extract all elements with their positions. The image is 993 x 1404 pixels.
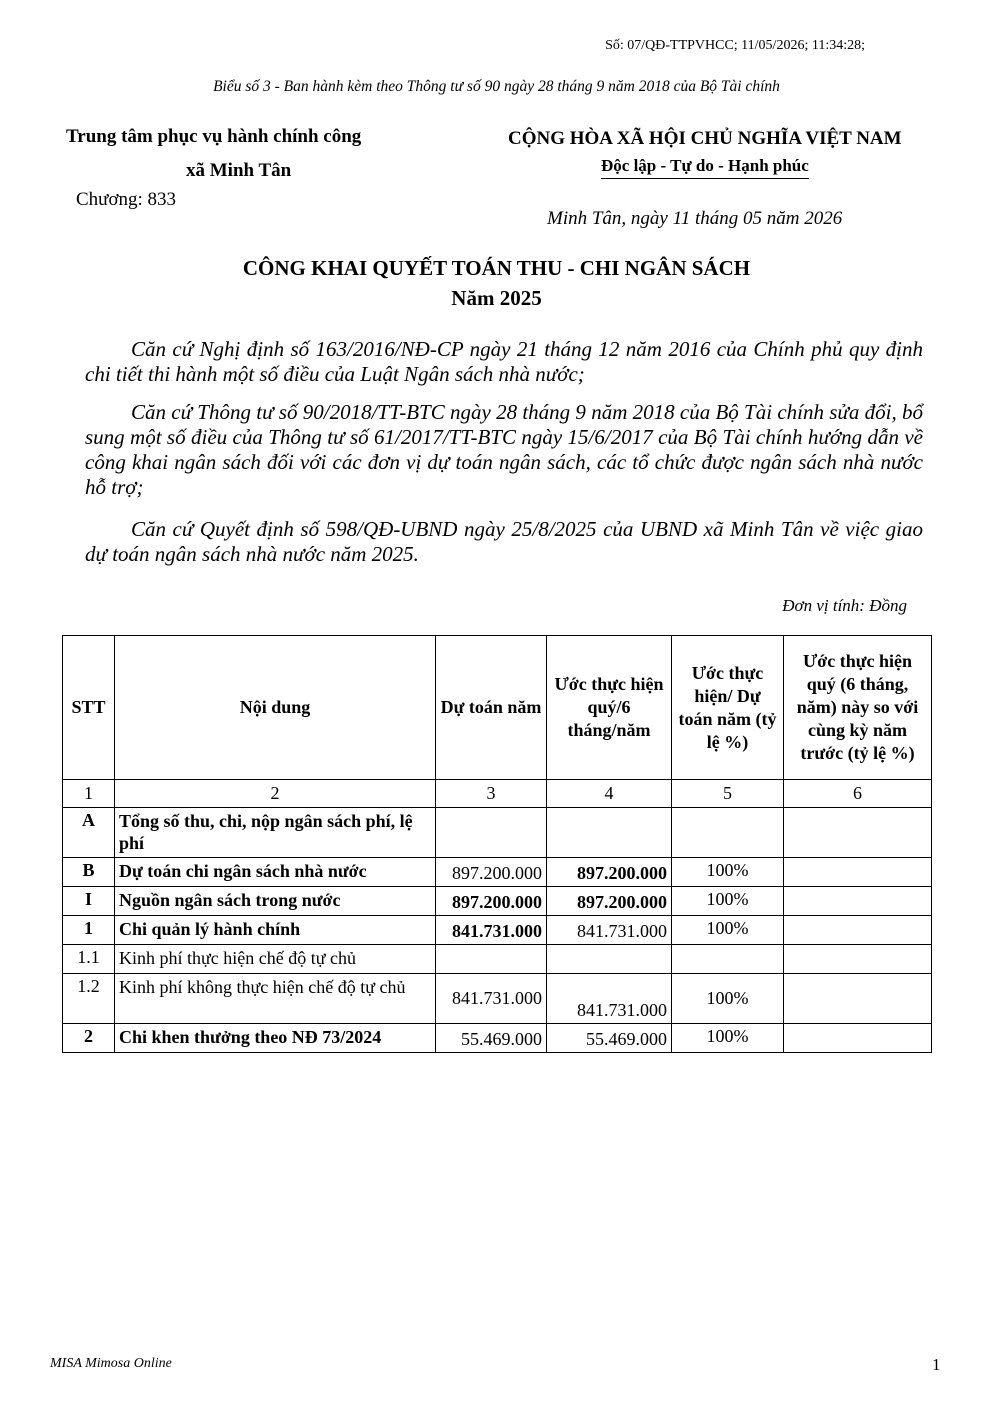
- row-stt: 1.2: [63, 974, 115, 1024]
- column-header-content: Nội dung: [115, 636, 436, 780]
- row-budget: 841.731.000: [436, 974, 547, 1024]
- organization-name: Trung tâm phục vụ hành chính công: [66, 126, 362, 147]
- row-stt: 2: [63, 1024, 115, 1053]
- column-number: 3: [436, 780, 547, 808]
- row-content: Kinh phí không thực hiện chế độ tự chủ: [115, 974, 436, 1024]
- legal-basis-paragraph: Căn cứ Nghị định số 163/2016/NĐ-CP ngày 21 tháng 12 năm 2016 của Chính phủ quy định chi tiết thi hành một số điều của Luật Ngân sách nhà nước;: [85, 337, 923, 386]
- row-budget: 55.469.000: [436, 1024, 547, 1053]
- row-content: Chi khen thưởng theo NĐ 73/2024: [115, 1024, 436, 1053]
- row-yoy: [784, 945, 932, 974]
- footer-software-name: MISA Mimosa Online: [50, 1356, 172, 1371]
- row-yoy: [784, 1024, 932, 1053]
- table-row: [63, 808, 932, 858]
- table-row: [63, 945, 932, 974]
- row-content: Tổng số thu, chi, nộp ngân sách phí, lệ phí: [115, 808, 436, 858]
- row-budget: [436, 808, 547, 858]
- column-number: 4: [547, 780, 672, 808]
- column-number: 6: [784, 780, 932, 808]
- row-stt: 1: [63, 916, 115, 945]
- column-number: 5: [672, 780, 784, 808]
- row-estimate: [547, 945, 672, 974]
- table-header-row: [63, 636, 932, 780]
- nation-name: CỘNG HÒA XÃ HỘI CHỦ NGHĨA VIỆT NAM: [508, 128, 902, 149]
- column-number: 1: [63, 780, 115, 808]
- legal-basis-paragraph: Căn cứ Thông tư số 90/2018/TT-BTC ngày 28 tháng 9 năm 2018 của Bộ Tài chính sửa đổi, bổ sung một số điều của Thông tư số 61/2017/TT-BTC ngày 15/6/2017 của Bộ Tài chính hướng dẫn về công khai ngân sách đối với các đơn vị dự toán ngân sách, các tổ chức được ngân sách nhà nước hỗ trợ;: [85, 400, 923, 499]
- row-yoy: [784, 974, 932, 1024]
- row-budget: 841.731.000: [436, 916, 547, 945]
- row-estimate: 841.731.000: [547, 916, 672, 945]
- unit-note: Đơn vị tính: Đồng: [782, 596, 907, 615]
- row-ratio: 100%: [672, 974, 784, 1024]
- row-estimate: 897.200.000: [547, 858, 672, 887]
- document-number: Số: 07/QĐ-TTPVHCC; 11/05/2026; 11:34:28;: [605, 38, 865, 53]
- table-row: [63, 858, 932, 887]
- budget-report-table: [62, 635, 932, 1053]
- place-and-date: Minh Tân, ngày 11 tháng 05 năm 2026: [547, 208, 843, 229]
- page-number: 1: [932, 1355, 941, 1374]
- row-yoy: [784, 808, 932, 858]
- column-number: 2: [115, 780, 436, 808]
- row-stt: I: [63, 887, 115, 916]
- row-budget: 897.200.000: [436, 887, 547, 916]
- row-content: Dự toán chi ngân sách nhà nước: [115, 858, 436, 887]
- budget-chapter: Chương: 833: [76, 189, 177, 210]
- organization-commune: xã Minh Tân: [186, 160, 292, 181]
- page-title: CÔNG KHAI QUYẾT TOÁN THU - CHI NGÂN SÁCH: [242, 256, 751, 280]
- row-budget: [436, 945, 547, 974]
- column-header-estimate: Ước thực hiện quý/6 tháng/năm: [547, 636, 672, 780]
- column-number-row: [63, 780, 932, 808]
- nation-motto: Độc lập - Tự do - Hạnh phúc: [601, 156, 809, 179]
- row-content: Kinh phí thực hiện chế độ tự chủ: [115, 945, 436, 974]
- row-ratio: 100%: [672, 1024, 784, 1053]
- row-content: Chi quản lý hành chính: [115, 916, 436, 945]
- row-estimate: [547, 808, 672, 858]
- table-row: [63, 974, 932, 1024]
- column-header-ratio: Ước thực hiện/ Dự toán năm (tỷ lệ %): [672, 636, 784, 780]
- report-year: Năm 2025: [451, 286, 542, 310]
- row-stt: B: [63, 858, 115, 887]
- table-row: [63, 1024, 932, 1053]
- legal-basis-paragraph: Căn cứ Quyết định số 598/QĐ-UBND ngày 25/8/2025 của UBND xã Minh Tân về việc giao dự toán ngân sách nhà nước năm 2025.: [85, 517, 923, 566]
- row-yoy: [784, 916, 932, 945]
- row-ratio: [672, 808, 784, 858]
- row-content: Nguồn ngân sách trong nước: [115, 887, 436, 916]
- table-row: [63, 916, 932, 945]
- row-budget: 897.200.000: [436, 858, 547, 887]
- row-estimate: 841.731.000: [547, 974, 672, 1024]
- row-ratio: 100%: [672, 887, 784, 916]
- table-row: [63, 887, 932, 916]
- row-ratio: 100%: [672, 858, 784, 887]
- row-stt: 1.1: [63, 945, 115, 974]
- row-estimate: 55.469.000: [547, 1024, 672, 1053]
- column-header-yoy: Ước thực hiện quý (6 tháng, năm) này so với cùng kỳ năm trước (tỷ lệ %): [784, 636, 932, 780]
- row-ratio: [672, 945, 784, 974]
- row-yoy: [784, 858, 932, 887]
- column-header-stt: STT: [63, 636, 115, 780]
- row-stt: A: [63, 808, 115, 858]
- form-reference-note: Biểu số 3 - Ban hành kèm theo Thông tư số 90 ngày 28 tháng 9 năm 2018 của Bộ Tài chính: [213, 78, 780, 95]
- row-yoy: [784, 887, 932, 916]
- row-estimate: 897.200.000: [547, 887, 672, 916]
- column-header-budget: Dự toán năm: [436, 636, 547, 780]
- row-ratio: 100%: [672, 916, 784, 945]
